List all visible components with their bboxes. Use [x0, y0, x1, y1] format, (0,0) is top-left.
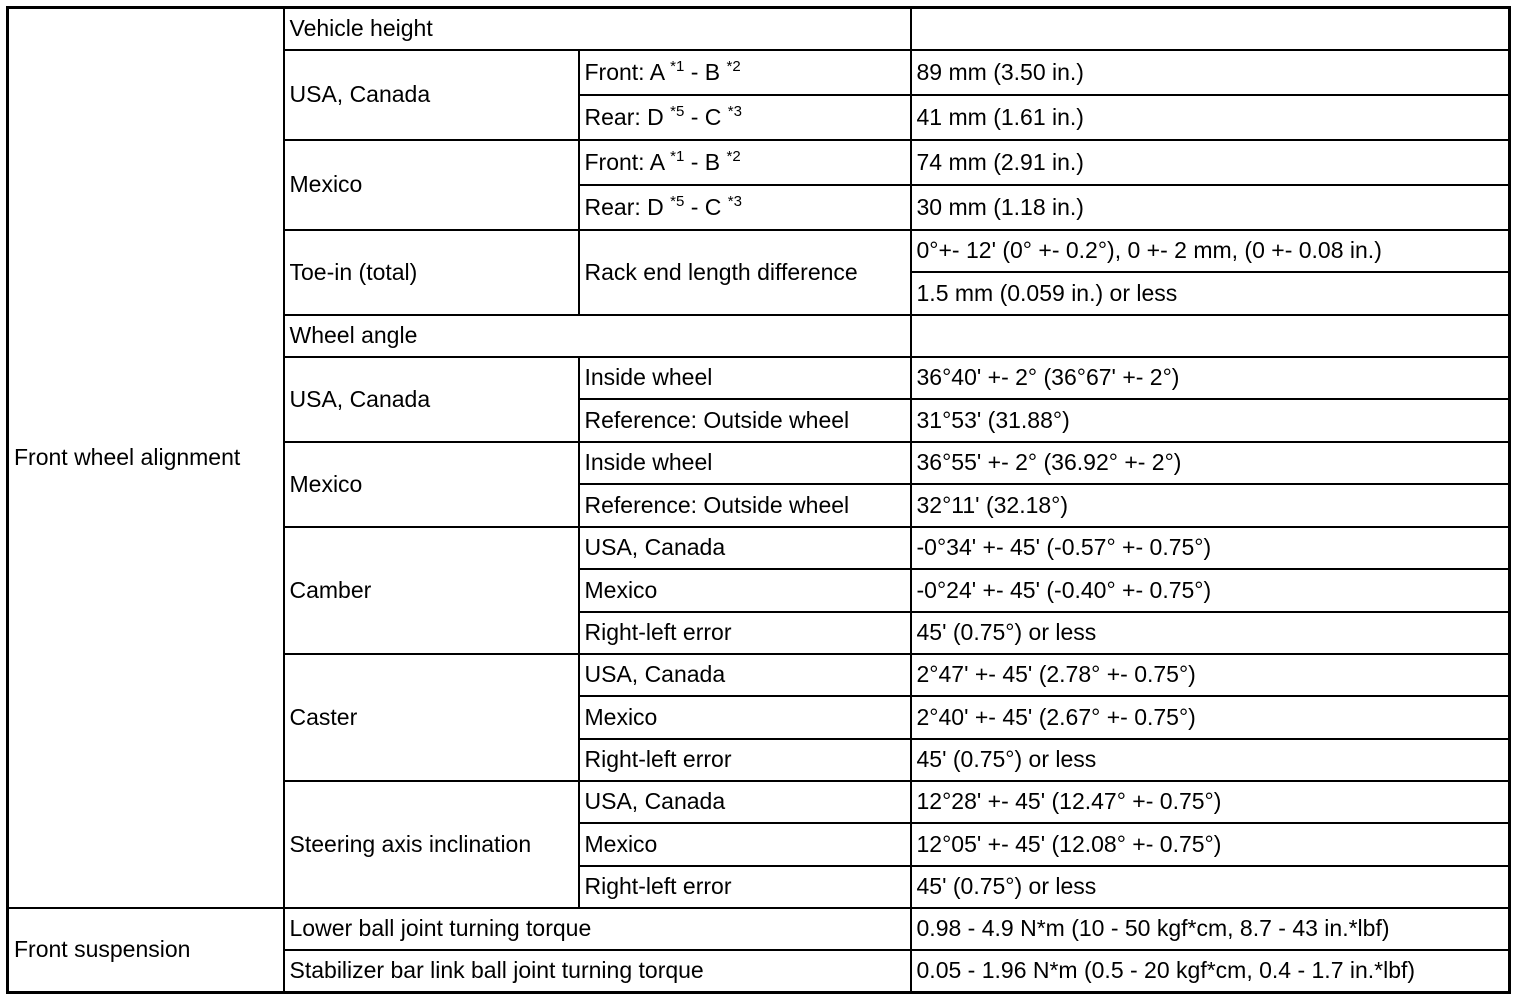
specification-table — [6, 6, 1511, 994]
wheel-angle-usa-inside-value: 36°40' +- 2° (36°67' +- 2°) — [911, 357, 1510, 399]
vehicle-height-rear-label: Rear: D $^{*5}$ - C $^{*3}$ — [579, 95, 911, 140]
wheel-angle-mexico-inside-value: 36°55' +- 2° (36.92° +- 2°) — [911, 442, 1510, 484]
stabilizer-bar-value: 0.05 - 1.96 N*m (0.5 - 20 kgf*cm, 0.4 - 1.7 in.*lbf) — [911, 950, 1510, 993]
section-front-wheel-alignment: Front wheel alignment — [8, 8, 284, 908]
table-row — [8, 908, 1510, 950]
empty-cell — [911, 315, 1510, 357]
lower-ball-joint-label: Lower ball joint turning torque — [284, 908, 911, 950]
caster-label: Caster — [284, 654, 579, 781]
wheel-angle-mexico-inside-label: Inside wheel — [579, 442, 911, 484]
steering-axis-error-label: Right-left error — [579, 866, 911, 908]
wheel-angle-usa-outside-value: 31°53' (31.88°) — [911, 399, 1510, 442]
camber-usa-value: -0°34' +- 45' (-0.57° +- 0.75°) — [911, 527, 1510, 569]
steering-axis-usa-value: 12°28' +- 45' (12.47° +- 0.75°) — [911, 781, 1510, 823]
toe-in-sub-label: Rack end length difference — [579, 230, 911, 315]
caster-error-value: 45' (0.75°) or less — [911, 739, 1510, 781]
steering-axis-mexico-value: 12°05' +- 45' (12.08° +- 0.75°) — [911, 823, 1510, 866]
camber-label: Camber — [284, 527, 579, 654]
camber-error-label: Right-left error — [579, 612, 911, 654]
steering-axis-usa-label: USA, Canada — [579, 781, 911, 823]
caster-mexico-label: Mexico — [579, 696, 911, 739]
lower-ball-joint-value: 0.98 - 4.9 N*m (10 - 50 kgf*cm, 8.7 - 43 in.*lbf) — [911, 908, 1510, 950]
caster-error-label: Right-left error — [579, 739, 911, 781]
caster-mexico-value: 2°40' +- 45' (2.67° +- 0.75°) — [911, 696, 1510, 739]
wheel-angle-mexico-label: Mexico — [284, 442, 579, 527]
wheel-angle-usa-outside-label: Reference: Outside wheel — [579, 399, 911, 442]
camber-mexico-value: -0°24' +- 45' (-0.40° +- 0.75°) — [911, 569, 1510, 612]
wheel-angle-usa-label: USA, Canada — [284, 357, 579, 442]
wheel-angle-mexico-outside-label: Reference: Outside wheel — [579, 484, 911, 527]
vehicle-height-mexico-front-value: 74 mm (2.91 in.) — [911, 140, 1510, 185]
wheel-angle-title: Wheel angle — [284, 315, 911, 357]
empty-cell — [911, 8, 1510, 50]
vehicle-height-usa-label: USA, Canada — [284, 50, 579, 140]
toe-in-label: Toe-in (total) — [284, 230, 579, 315]
steering-axis-label: Steering axis inclination — [284, 781, 579, 908]
caster-usa-value: 2°47' +- 45' (2.78° +- 0.75°) — [911, 654, 1510, 696]
vehicle-height-mexico-label: Mexico — [284, 140, 579, 230]
camber-error-value: 45' (0.75°) or less — [911, 612, 1510, 654]
vehicle-height-title: Vehicle height — [284, 8, 911, 50]
camber-usa-label: USA, Canada — [579, 527, 911, 569]
table-row — [8, 8, 1510, 50]
camber-mexico-label: Mexico — [579, 569, 911, 612]
vehicle-height-usa-front-value: 89 mm (3.50 in.) — [911, 50, 1510, 95]
wheel-angle-usa-inside-label: Inside wheel — [579, 357, 911, 399]
caster-usa-label: USA, Canada — [579, 654, 911, 696]
toe-in-value-1: 0°+- 12' (0° +- 0.2°), 0 +- 2 mm, (0 +- 0.08 in.) — [911, 230, 1510, 272]
steering-axis-error-value: 45' (0.75°) or less — [911, 866, 1510, 908]
toe-in-value-2: 1.5 mm (0.059 in.) or less — [911, 272, 1510, 315]
vehicle-height-front-label: Front: A $^{*1}$ - B $^{*2}$ — [579, 140, 911, 185]
section-front-suspension: Front suspension — [8, 908, 284, 993]
steering-axis-mexico-label: Mexico — [579, 823, 911, 866]
vehicle-height-mexico-rear-value: 30 mm (1.18 in.) — [911, 185, 1510, 230]
stabilizer-bar-label: Stabilizer bar link ball joint turning torque — [284, 950, 911, 993]
vehicle-height-rear-label: Rear: D $^{*5}$ - C $^{*3}$ — [579, 185, 911, 230]
vehicle-height-usa-rear-value: 41 mm (1.61 in.) — [911, 95, 1510, 140]
vehicle-height-front-label: Front: A $^{*1}$ - B $^{*2}$ — [579, 50, 911, 95]
wheel-angle-mexico-outside-value: 32°11' (32.18°) — [911, 484, 1510, 527]
